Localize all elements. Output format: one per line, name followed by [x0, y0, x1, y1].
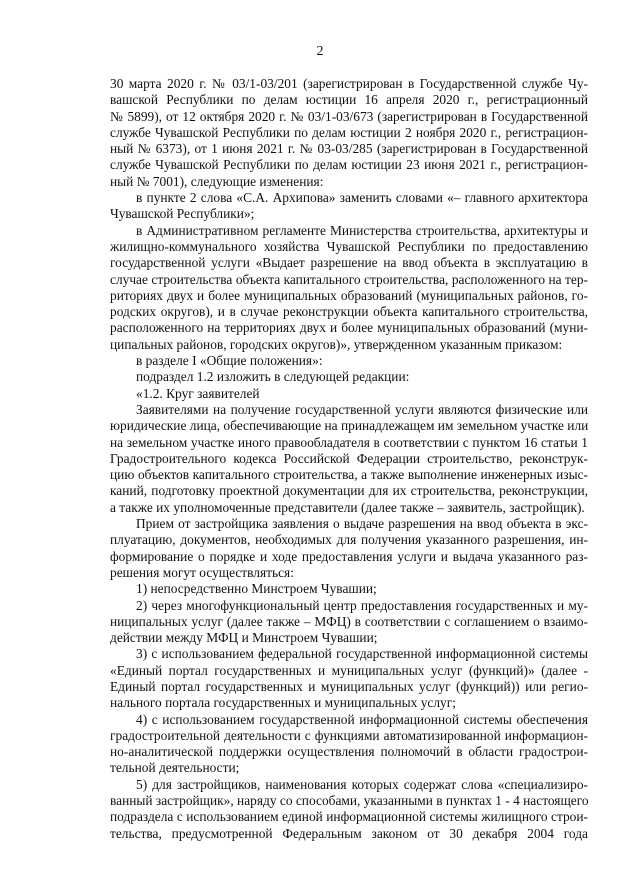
document-body [110, 76, 588, 842]
text-line: а также их уполномоченные представители (далее также – заявитель, застройщик). [110, 499, 585, 515]
text-line: действии между МФЦ и Минстроем Чувашии; [110, 630, 378, 646]
text-line: Заявителями на получение государственной услуги являются физические или [136, 401, 588, 417]
text-line: ный № 7001), следующие изменения: [110, 173, 324, 189]
text-line: подраздел 1.2 изложить в следующей редакции: [136, 369, 410, 385]
text-line: случае строительства объекта капитального строительства, расположенного на тер- [110, 271, 588, 287]
text-line: риториях двух и более муниципальных образований (муниципальных районов, го- [110, 287, 588, 303]
text-line: «1.2. Круг заявителей [136, 385, 260, 401]
text-line: юридические лица, обеспечивающие на принадлежащем им земельном участке или [110, 418, 589, 434]
text-line: в пункте 2 слова «С.А. Архипова» заменить словами «– главного архитектора [136, 190, 588, 206]
text-line: на земельном участке иного правообладателя в соответствии с пунктом 16 статьи 1 [110, 434, 588, 450]
text-line: Градостроительного кодекса Российской Федерации строительство, реконструк- [110, 450, 588, 466]
text-line: подраздела с использованием единой информационной системы жилищного строи- [110, 809, 588, 825]
text-line: жилищно-коммунального хозяйства Чувашской Республики по предоставлению [110, 238, 588, 254]
text-line: тельной деятельности; [110, 760, 240, 776]
text-line: в Административном регламенте Министерства строительства, архитектуры и [136, 222, 588, 238]
text-line: тельства, предусмотренной Федеральным законом от 30 декабря 2004 года [110, 825, 588, 841]
text-line: цию объектов капитального строительства, а также выполнение инженерных изыс- [110, 467, 588, 483]
text-line: но-аналитической поддержки осуществления полномочий в области градострои- [110, 744, 588, 760]
text-line: 4) с использованием государственной информационной системы обеспечения [136, 711, 588, 727]
text-line: ванный застройщик», наряду со способами, указанными в пунктах 1 - 4 настоящего [110, 793, 589, 809]
text-line: вашской Республики по делам юстиции 16 апреля 2020 г., регистрационный [110, 92, 588, 108]
text-line: решения могут осуществляться: [110, 564, 294, 580]
text-line: службе Чувашской Республики по делам юстиции 23 июня 2021 г., регистрацион- [110, 157, 588, 173]
text-line: 1) непосредственно Минстроем Чувашии; [136, 581, 377, 597]
text-line: формирование о порядке и ходе предоставления услуги и выдача указанного раз- [110, 548, 588, 564]
text-line: № 5899), от 12 октября 2020 г. № 03/1-03/673 (зарегистрирован в Государственной [110, 108, 588, 124]
page-number: 2 [316, 44, 324, 59]
text-line: службе Чувашской Республики по делам юстиции 2 ноября 2020 г., регистрацион- [110, 124, 588, 140]
text-line: каний, подготовку проектной документации для их строительства, реконструкции, [110, 483, 588, 499]
text-line: ципальных районов, городских округов)», утвержденном указанным приказом: [110, 336, 563, 352]
text-line: ный № 6373), от 1 июня 2021 г. № 03-03/285 (зарегистрирован в Государственной [110, 141, 588, 157]
text-line: Единый портал государственных и муниципальных услуг (функций)) или регио- [110, 678, 588, 694]
text-line: расположенного на территориях двух и более муниципальных образований (муни- [110, 320, 588, 336]
text-line: Чувашской Республики»; [110, 206, 255, 222]
text-line: 5) для застройщиков, наименования которых содержат слова «специализиро- [136, 776, 588, 792]
text-line: родских округов), и в случае реконструкции объекта капитального строительства, [110, 304, 588, 320]
text-line: ниципальных услуг (далее также – МФЦ) в соответствии с соглашением о взаимо- [110, 613, 588, 629]
text-line: в разделе I «Общие положения»: [136, 353, 323, 369]
text-line: плуатацию, документов, необходимых для получения указанного разрешения, ин- [110, 532, 588, 548]
text-line: государственной услуги «Выдает разрешение на ввод объекта в эксплуатацию в [110, 255, 588, 271]
text-line: градостроительной деятельности с функциями автоматизированной информацион- [110, 727, 588, 743]
text-line: 3) с использованием федеральной государственной информационной системы [136, 646, 588, 662]
text-line: 30 марта 2020 г. № 03/1-03/201 (зарегистрирован в Государственной службе Чу- [110, 76, 588, 91]
text-line: Прием от застройщика заявления о выдаче разрешения на ввод объекта в экс- [136, 516, 588, 532]
text-line: нального портала государственных и муниципальных услуг; [110, 695, 456, 711]
text-line: «Единый портал государственных и муниципальных услуг (функций)» (далее - [110, 662, 588, 678]
text-line: 2) через многофункциональный центр предоставления государственных и му- [136, 597, 588, 613]
